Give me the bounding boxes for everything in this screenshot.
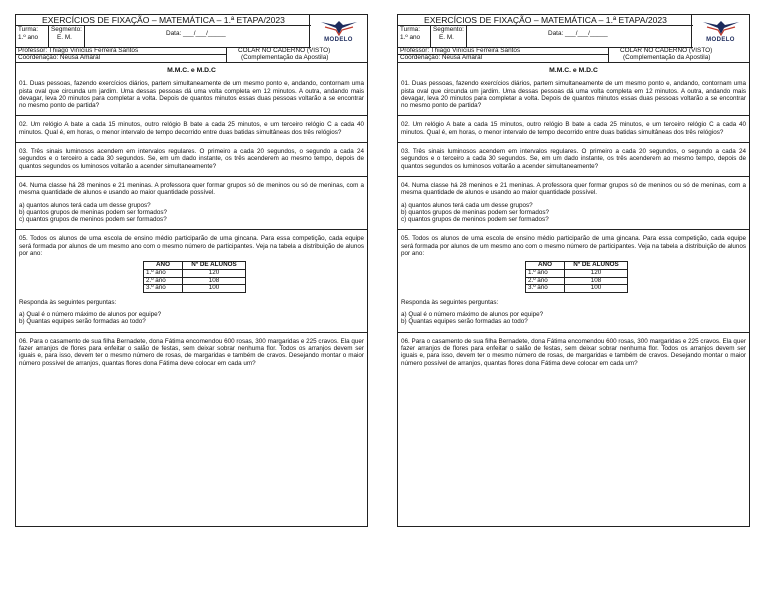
table-cell-ano: 1.º ano <box>526 269 565 277</box>
table-cell-alunos: 108 <box>183 277 246 285</box>
table-row <box>144 285 246 293</box>
school-logo <box>309 15 367 47</box>
table-header-alunos: Nº DE ALUNOS <box>565 262 628 270</box>
question-3 <box>16 148 367 177</box>
students-table <box>143 261 246 292</box>
question-3 <box>398 148 749 177</box>
worksheet-title: EXERCÍCIOS DE FIXAÇÃO – MATEMÁTICA – 1.ª ETAPA/2023 <box>16 15 311 26</box>
question-4 <box>16 182 367 230</box>
professor-line: Professor: Thiago Vinícius Ferreira Santos <box>400 47 521 54</box>
question-4c: c) quantos grupos de meninos podem ser formados? <box>19 216 167 224</box>
table-cell-alunos: 108 <box>565 277 628 285</box>
coordenacao-line: Coordenação: Neusa Amaral <box>18 54 101 61</box>
question-2-text: 02. Um relógio A bate a cada 15 minutos, outro relógio B bate a cada 25 minutos, e um terceiro relógio C a cada 40 minutos. Qual é, em horas, o menor intervalo de tempo decorrido entre duas batidas simultâneas dos três relógios? <box>19 121 364 136</box>
question-4-text: 04. Numa classe há 28 meninos e 21 meninas. A professora quer formar grupos só de meninos ou só de meninas, com a mesma quantidade de alunos e usando ao maior quantidade possível. <box>19 181 364 197</box>
table-cell-ano: 2.º ano <box>526 277 565 285</box>
colar-note: COLAR NO CADERNO (VISTO) <box>620 47 713 54</box>
question-4 <box>398 182 749 230</box>
question-2-text: 02. Um relógio A bate a cada 15 minutos, outro relógio B bate a cada 25 minutos, e um terceiro relógio C a cada 40 minutos. Qual é, em horas, o menor intervalo de tempo decorrido entre duas batidas simultâneas dos três relógios? <box>401 121 746 136</box>
coordenacao-line: Coordenação: Neusa Amaral <box>400 54 483 61</box>
complementacao-note: (Complementação da Apostila) <box>241 54 329 61</box>
question-6-text: 06. Para o casamento de sua filha Bernadete, dona Fátima encomendou 600 rosas, 300 margaridas e 225 cravos. Ela quer fazer arranjos de flores para enfeitar o salão de festas, sem deixar sobrar nenhuma flor. Todos os arranjos devem ser iguais e, para isso, devem ter o mesmo número de rosas, de margaridas e também de cravos. Desejando montar o maior número possível de arranjos, quantas flores dona Fátima deve colocar em cada um? <box>19 337 364 367</box>
question-5-prompt: Responda às seguintes perguntas: <box>19 298 117 306</box>
table-header-ano: ANO <box>144 262 183 270</box>
table-row <box>526 269 628 277</box>
logo-text: MODELO <box>706 37 735 43</box>
header-info-row <box>16 25 311 48</box>
segmento-label: Segmento: <box>433 26 464 33</box>
students-table <box>525 261 628 292</box>
question-1-text: 01. Duas pessoas, fazendo exercícios diários, partem simultaneamente de um mesmo ponto e, andando, contornam uma pista oval que circunda um jardim. Uma dessas pessoas dá uma volta completa em 12 minutos. A outra, andando mais devagar, leva 20 minutos para completar a volta. Depois de quantos minutos essas duas pessoas voltarão a se encontrar no mesmo ponto de partida? <box>19 80 364 110</box>
table-cell-alunos: 100 <box>565 285 628 293</box>
question-4c: c) quantos grupos de meninos podem ser formados? <box>401 216 549 224</box>
question-4b: b) quantos grupos de meninas podem ser formados? <box>19 208 168 216</box>
question-4a: a) quantos alunos terá cada um desse grupos? <box>401 201 533 209</box>
table-cell-alunos: 120 <box>565 269 628 277</box>
question-3-text: 03. Três sinais luminosos acendem em intervalos regulares. O primeiro a cada 20 segundos, o segundo a cada 24 segundos e o terceiro a cada 30 segundos. Se, em um dado instante, os três acenderem ao mesmo tempo, depois de quantos segundos os luminosos voltarão a acender simultaneamente? <box>19 148 364 170</box>
header-info-row <box>398 25 693 48</box>
turma-label: Turma: <box>400 26 421 33</box>
question-5a: a) Qual é o número máximo de alunos por equipe? <box>19 311 162 319</box>
table-header-ano: ANO <box>526 262 565 270</box>
question-1 <box>16 80 367 116</box>
segmento-value: E. M. <box>57 34 72 41</box>
question-6-text: 06. Para o casamento de sua filha Bernadete, dona Fátima encomendou 600 rosas, 300 margaridas e 225 cravos. Ela quer fazer arranjos de flores para enfeitar o salão de festas, sem deixar sobrar nenhuma flor. Todos os arranjos devem ser iguais e, para isso, devem ter o mesmo número de rosas, de margaridas e também de cravos. Desejando montar o maior número possível de arranjos, quantas flores dona Fátima deve colocar em cada um? <box>401 337 746 367</box>
question-6 <box>16 338 367 373</box>
question-5 <box>16 235 367 332</box>
table-cell-ano: 3.º ano <box>144 285 183 293</box>
worksheet-left <box>15 14 368 527</box>
question-2 <box>16 121 367 143</box>
question-3-text: 03. Três sinais luminosos acendem em intervalos regulares. O primeiro a cada 20 segundos, o segundo a cada 24 segundos e o terceiro a cada 30 segundos. Se, em um dado instante, os três acenderem ao mesmo tempo, depois de quantos segundos os luminosos voltarão a acender simultaneamente? <box>401 148 746 170</box>
subject-title: M.M.C. e M.D.C <box>167 67 216 74</box>
question-4a: a) quantos alunos terá cada um desse grupos? <box>19 201 151 209</box>
eagle-logo-icon <box>319 18 359 36</box>
question-1 <box>398 80 749 116</box>
table-cell-alunos: 100 <box>183 285 246 293</box>
logo-text: MODELO <box>324 37 353 43</box>
question-1-text: 01. Duas pessoas, fazendo exercícios diários, partem simultaneamente de um mesmo ponto e, andando, contornam uma pista oval que circunda um jardim. Uma dessas pessoas dá uma volta completa em 12 minutos. A outra, andando mais devagar, leva 20 minutos para completar a volta. Depois de quantos minutos essas duas pessoas voltarão a se encontrar no mesmo ponto de partida? <box>401 80 746 110</box>
segmento-label: Segmento: <box>51 26 82 33</box>
question-5-text: 05. Todos os alunos de uma escola de ensino médio participarão de uma gincana. Para essa competição, cada equipe será formada por alunos de um mesmo ano com o mesmo número de participantes. Veja na tabela a distribuição de alunos por ano: <box>401 235 746 258</box>
question-5 <box>398 235 749 332</box>
school-logo <box>691 15 749 47</box>
question-5b: b) Quantas equipes serão formadas ao todo? <box>19 318 146 326</box>
subject-title: M.M.C. e M.D.C <box>549 67 598 74</box>
worksheet-right <box>397 14 750 527</box>
question-4-text: 04. Numa classe há 28 meninos e 21 meninas. A professora quer formar grupos só de meninos ou só de meninas, com a mesma quantidade de alunos e usando ao maior quantidade possível. <box>401 181 746 197</box>
question-6 <box>398 338 749 373</box>
question-5b: b) Quantas equipes serão formadas ao todo? <box>401 318 528 326</box>
table-header-alunos: Nº DE ALUNOS <box>183 262 246 270</box>
question-4b: b) quantos grupos de meninas podem ser formados? <box>401 208 550 216</box>
table-row <box>144 269 246 277</box>
worksheet-header <box>16 15 367 63</box>
date-field: Data: ___/___/_____ <box>548 30 608 37</box>
turma-value: 1.º ano <box>18 34 39 41</box>
table-row <box>526 285 628 293</box>
eagle-logo-icon <box>701 18 741 36</box>
turma-label: Turma: <box>18 26 39 33</box>
table-cell-ano: 3.º ano <box>526 285 565 293</box>
header-staff-row <box>16 47 367 62</box>
header-staff-row <box>398 47 749 62</box>
question-5-text: 05. Todos os alunos de uma escola de ensino médio participarão de uma gincana. Para essa competição, cada equipe será formada por alunos de um mesmo ano com o mesmo número de participantes. Veja na tabela a distribuição de alunos por ano: <box>19 235 364 258</box>
question-5a: a) Qual é o número máximo de alunos por equipe? <box>401 311 544 319</box>
colar-note: COLAR NO CADERNO (VISTO) <box>238 47 331 54</box>
question-2 <box>398 121 749 143</box>
table-cell-alunos: 120 <box>183 269 246 277</box>
table-cell-ano: 2.º ano <box>144 277 183 285</box>
date-field: Data: ___/___/_____ <box>166 30 226 37</box>
worksheet-title: EXERCÍCIOS DE FIXAÇÃO – MATEMÁTICA – 1.ª ETAPA/2023 <box>398 15 693 26</box>
turma-value: 1.º ano <box>400 34 421 41</box>
complementacao-note: (Complementação da Apostila) <box>623 54 711 61</box>
question-5-prompt: Responda às seguintes perguntas: <box>401 298 499 306</box>
segmento-value: E. M. <box>439 34 454 41</box>
professor-line: Professor: Thiago Vinícius Ferreira Santos <box>18 47 139 54</box>
worksheet-header <box>398 15 749 63</box>
table-cell-ano: 1.º ano <box>144 269 183 277</box>
